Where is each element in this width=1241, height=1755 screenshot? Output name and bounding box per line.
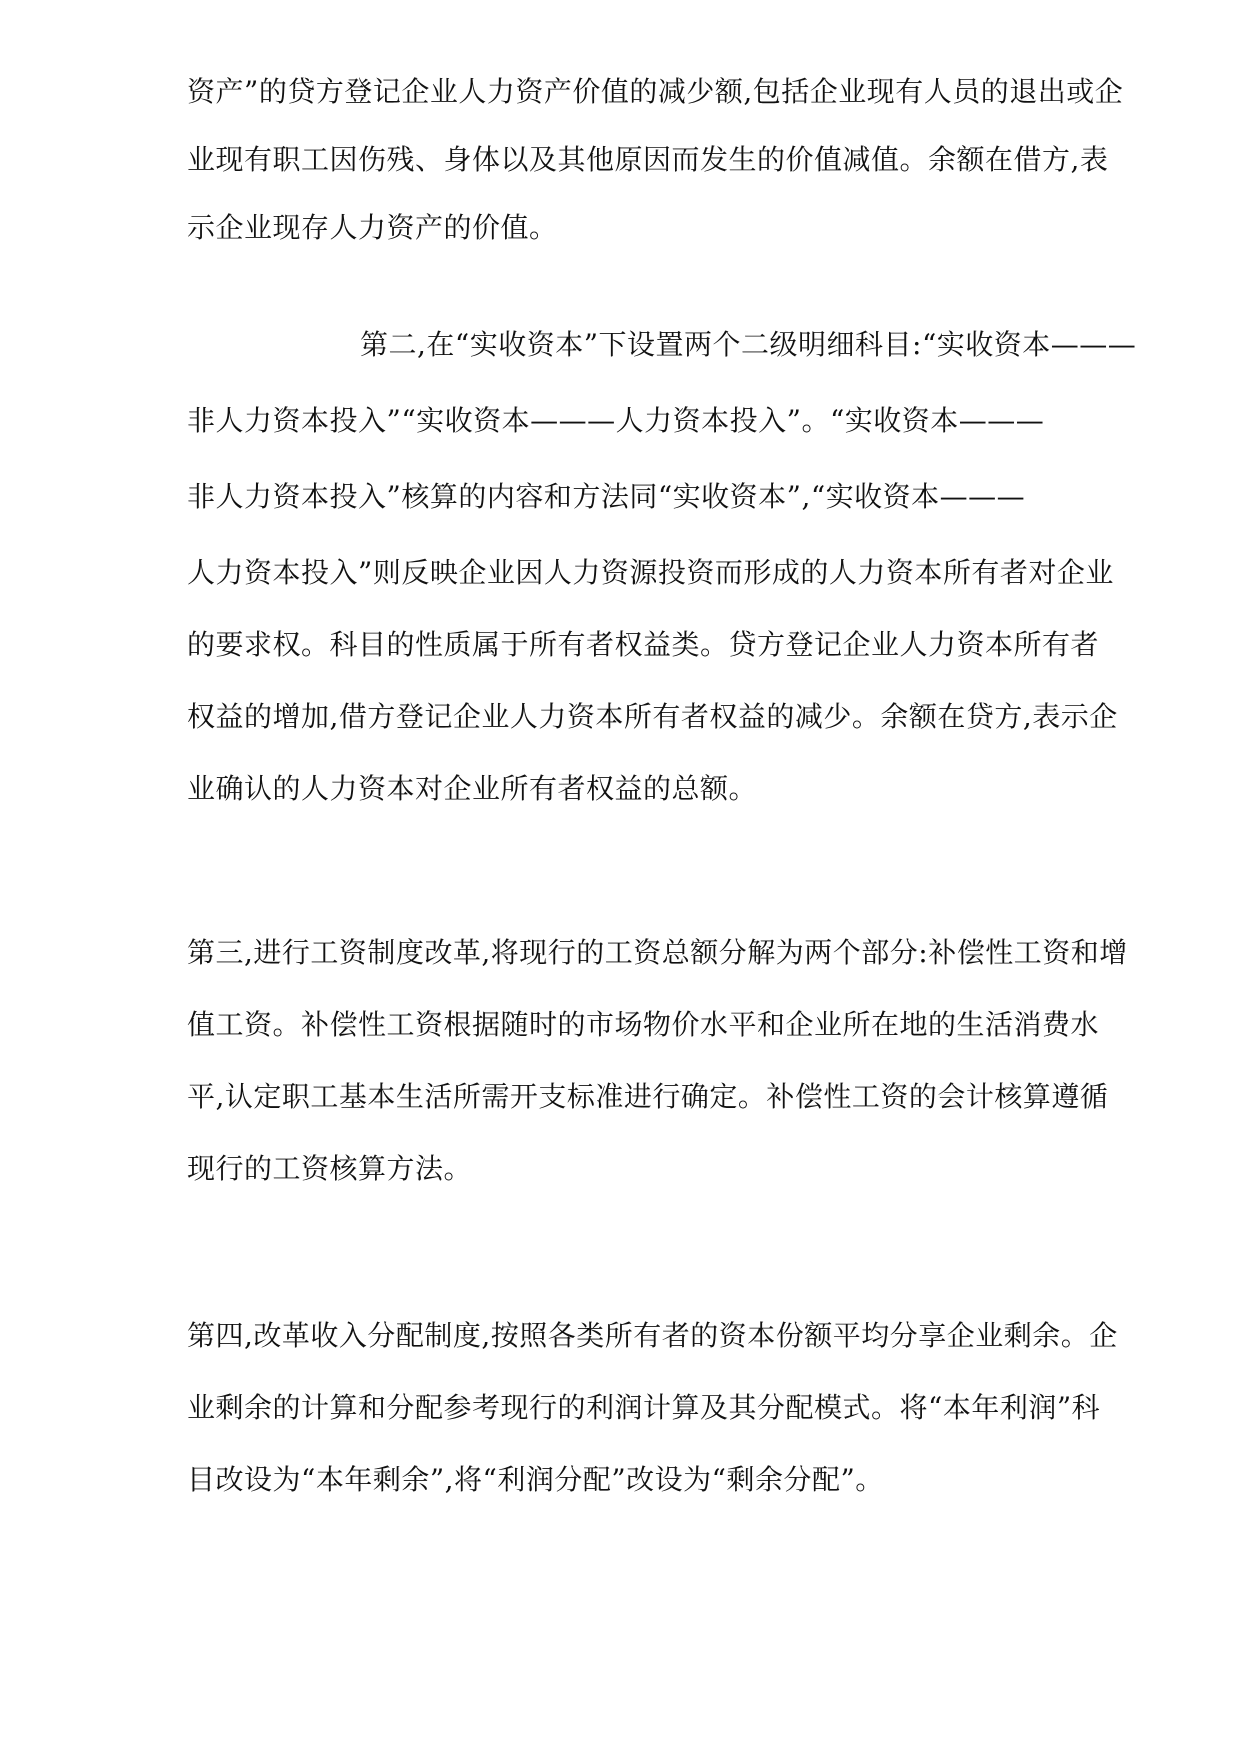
paragraph-2-line-6: 权益的增加,借方登记企业人力资本所有者权益的减少。余额在贷方,表示企 [187, 700, 1118, 733]
paragraph-2-line-5: 的要求权。科目的性质属于所有者权益类。贷方登记企业人力资本所有者 [187, 628, 1100, 661]
paragraph-4-line-3: 目改设为“本年剩余”,将“利润分配”改设为“剩余分配”。 [187, 1463, 884, 1496]
paragraph-1-line-3: 示企业现存人力资产的价值。 [187, 211, 558, 244]
paragraph-2-line-3: 非人力资本投入”核算的内容和方法同“实收资本”,“实收资本——— [187, 480, 1026, 513]
paragraph-2-line-1: 第二,在“实收资本”下设置两个二级明细科目:“实收资本——— [360, 328, 1137, 361]
paragraph-1-line-1: 资产”的贷方登记企业人力资产价值的减少额,包括企业现有人员的退出或企 [187, 75, 1124, 108]
paragraph-4-line-1: 第四,改革收入分配制度,按照各类所有者的资本份额平均分享企业剩余。企 [187, 1319, 1118, 1352]
paragraph-2-line-7: 业确认的人力资本对企业所有者权益的总额。 [187, 772, 758, 805]
paragraph-4-line-2: 业剩余的计算和分配参考现行的利润计算及其分配模式。将“本年利润”科 [187, 1391, 1101, 1424]
paragraph-3-line-1: 第三,进行工资制度改革,将现行的工资总额分解为两个部分:补偿性工资和增 [187, 936, 1128, 969]
paragraph-2-line-2: 非人力资本投入”“实收资本———人力资本投入”。“实收资本——— [187, 404, 1045, 437]
paragraph-3-line-4: 现行的工资核算方法。 [187, 1152, 473, 1185]
paragraph-3-line-2: 值工资。补偿性工资根据随时的市场物价水平和企业所在地的生活消费水 [187, 1008, 1100, 1041]
paragraph-1-line-2: 业现有职工因伤残、身体以及其他原因而发生的价值减值。余额在借方,表 [187, 143, 1109, 176]
paragraph-3-line-3: 平,认定职工基本生活所需开支标准进行确定。补偿性工资的会计核算遵循 [187, 1080, 1109, 1113]
paragraph-2-line-4: 人力资本投入”则反映企业因人力资源投资而形成的人力资本所有者对企业 [187, 556, 1114, 589]
